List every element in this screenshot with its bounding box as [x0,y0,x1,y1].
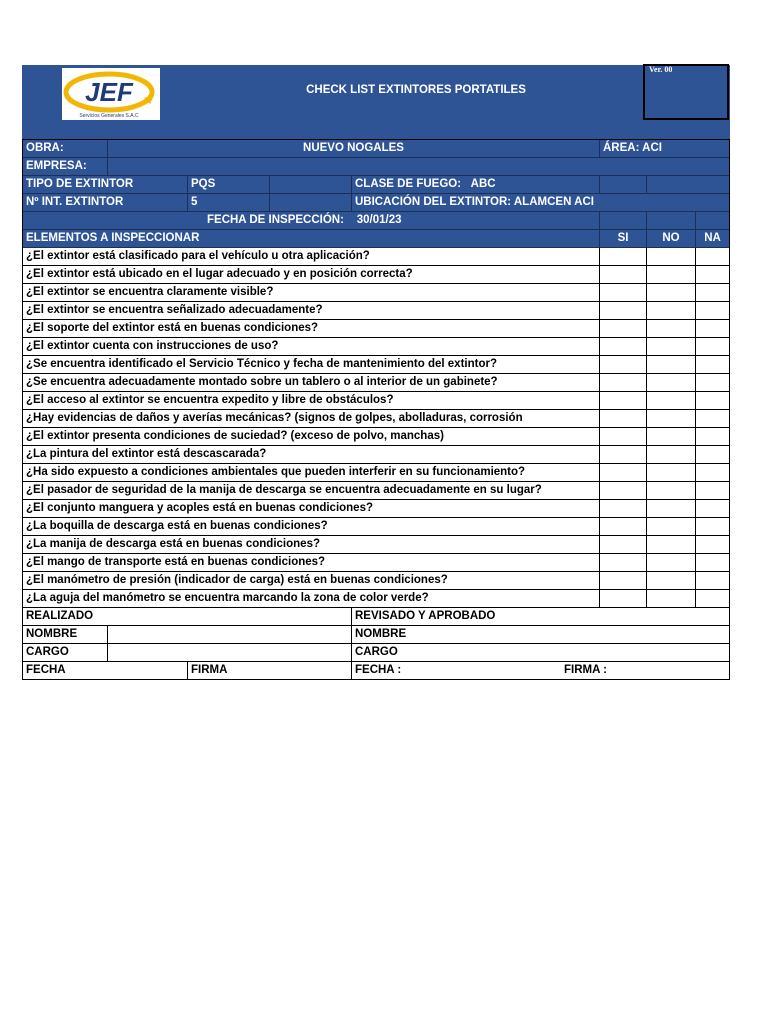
checklist-item-row [23,536,729,554]
empresa-label: EMPRESA: [26,160,87,172]
checklist-item-row [23,482,729,500]
document-title: CHECK LIST EXTINTORES PORTATILES [306,84,526,96]
checklist-no-cell[interactable] [646,248,695,265]
checklist-item-question: ¿La manija de descarga está en buenas condiciones? [26,538,320,550]
checklist-na-cell[interactable] [695,266,729,283]
checklist-no-cell[interactable] [646,536,695,553]
checklist-no-cell[interactable] [646,464,695,481]
checklist-na-cell[interactable] [695,284,729,301]
checklist-no-cell[interactable] [646,392,695,409]
tipo-extra [269,176,351,193]
checklist-si-cell[interactable] [599,374,646,391]
svg-text:JEF: JEF [85,77,133,107]
checklist-na-cell[interactable] [695,464,729,481]
checklist-si-cell[interactable] [599,590,646,607]
checklist-si-cell[interactable] [599,464,646,481]
fecha-firma-row [23,662,729,680]
checklist-item-row [23,464,729,482]
num-row [23,194,729,212]
checklist-na-cell[interactable] [695,374,729,391]
checklist-item-row [23,554,729,572]
fecha-label-left: FECHA [26,664,66,676]
checklist-item-question: ¿El conjunto manguera y acoples está en buenas condiciones? [26,502,373,514]
checklist-sheet [22,65,730,680]
checklist-item-row [23,446,729,464]
nombre-label-left: NOMBRE [26,628,78,640]
checklist-item-question: ¿El extintor está clasificado para el vehículo u otra aplicación? [26,250,370,262]
checklist-na-cell[interactable] [695,446,729,463]
fecha-label-right: FECHA : [351,662,561,679]
fecha-row [23,212,729,230]
clase-label: CLASE DE FUEGO: [355,178,462,190]
checklist-na-cell[interactable] [695,302,729,319]
num-value: 5 [187,194,269,211]
checklist-no-cell[interactable] [646,518,695,535]
num-label: Nº INT. EXTINTOR [26,196,124,208]
checklist-si-cell[interactable] [599,410,646,427]
checklist-item-row [23,356,729,374]
obra-value: NUEVO NOGALES [107,140,599,157]
checklist-item-row [23,590,729,608]
checklist-si-cell[interactable] [599,266,646,283]
checklist-item-row [23,374,729,392]
checklist-item-question: ¿El soporte del extintor está en buenas condiciones? [26,322,319,334]
nombre-label-right: NOMBRE [351,626,729,643]
checklist-item-question: ¿El extintor se encuentra claramente visible? [26,286,274,298]
checklist-item-row [23,518,729,536]
checklist-no-cell[interactable] [646,320,695,337]
clase-value: ABC [470,178,496,190]
checklist-si-cell[interactable] [599,446,646,463]
checklist-na-cell[interactable] [695,248,729,265]
realizado-label: REALIZADO [26,610,94,622]
checklist-na-cell[interactable] [695,554,729,571]
checklist-na-cell[interactable] [695,536,729,553]
checklist-no-cell[interactable] [646,554,695,571]
fecha-value: 30/01/23 [356,214,402,226]
version-box [643,64,729,120]
fecha-extra-2 [646,212,695,229]
checklist-na-cell[interactable] [695,428,729,445]
checklist-item-row [23,266,729,284]
checklist-si-cell[interactable] [599,338,646,355]
checklist-no-cell[interactable] [646,572,695,589]
checklist-na-cell[interactable] [695,410,729,427]
checklist-na-cell[interactable] [695,518,729,535]
checklist-si-cell[interactable] [599,320,646,337]
checklist-item-row [23,338,729,356]
cargo-row [23,644,729,662]
fecha-extra-1 [599,212,646,229]
checklist-item-question: ¿El extintor presenta condiciones de suciedad? (exceso de polvo, manchas) [26,430,444,442]
tipo-row [23,176,729,194]
tipo-value: PQS [187,176,269,193]
checklist-no-cell[interactable] [646,338,695,355]
checklist-si-cell[interactable] [599,482,646,499]
checklist-si-cell[interactable] [599,518,646,535]
version-label: Ver. 00 [649,65,673,74]
nombre-field-left[interactable] [107,626,351,643]
checklist-na-cell[interactable] [695,482,729,499]
ubicacion-value: UBICACIÓN DEL EXTINTOR: ALAMCEN ACI [351,194,729,211]
checklist-si-cell[interactable] [599,536,646,553]
fecha-label: FECHA DE INSPECCIÓN: [207,214,344,226]
checklist-item-row [23,392,729,410]
num-extra [269,194,351,211]
checklist-item-question: ¿Hay evidencias de daños y averías mecánicas? (signos de golpes, abolladuras, corrosión [26,412,523,424]
checklist-na-cell[interactable] [695,320,729,337]
checklist-si-cell[interactable] [599,500,646,517]
col-si-header: SI [599,230,646,247]
checklist-item-question: ¿La aguja del manómetro se encuentra marcando la zona de color verde? [26,592,429,604]
checklist-item-question: ¿El pasador de seguridad de la manija de descarga se encuentra adecuadamente en su lugar? [26,484,542,496]
jef-logo-icon [62,68,160,120]
checklist-item-row [23,572,729,590]
checklist-no-cell[interactable] [646,590,695,607]
checklist-item-question: ¿Ha sido expuesto a condiciones ambientales que pueden interferir en su funcionamiento? [26,466,526,478]
checklist-no-cell[interactable] [646,410,695,427]
cargo-label-left: CARGO [26,646,69,658]
checklist-item-question: ¿El mango de transporte está en buenas condiciones? [26,556,326,568]
document-header [22,65,730,139]
clase-extra-1 [599,176,646,193]
col-no-header: NO [646,230,695,247]
cargo-field-left[interactable] [107,644,351,661]
checklist-na-cell[interactable] [695,356,729,373]
checklist-items [22,248,730,608]
checklist-item-question: ¿El manómetro de presión (indicador de carga) está en buenas condiciones? [26,574,448,586]
fecha-cell [23,212,599,229]
checklist-item-row [23,320,729,338]
checklist-si-cell[interactable] [599,356,646,373]
info-block [22,139,730,248]
checklist-item-question: ¿El extintor está ubicado en el lugar adecuado y en posición correcta? [26,268,413,280]
nombre-row [23,626,729,644]
cargo-label-right: CARGO [351,644,729,661]
tipo-label: TIPO DE EXTINTOR [26,178,134,190]
checklist-na-cell[interactable] [695,392,729,409]
obra-label: OBRA: [26,142,64,154]
checklist-si-cell[interactable] [599,392,646,409]
empresa-row [23,158,729,176]
clase-cell [351,176,599,193]
checklist-no-cell[interactable] [646,266,695,283]
fecha-extra-3 [695,212,729,229]
checklist-no-cell[interactable] [646,374,695,391]
area-value: ÁREA: ACI [599,140,729,157]
checklist-na-cell[interactable] [695,500,729,517]
firma-label-right: FIRMA : [564,664,608,676]
col-na-header: NA [695,230,729,247]
checklist-header-label: ELEMENTOS A INSPECCIONAR [26,232,200,244]
checklist-si-cell[interactable] [599,554,646,571]
obra-row [23,140,729,158]
checklist-no-cell[interactable] [646,446,695,463]
checklist-si-cell[interactable] [599,428,646,445]
checklist-na-cell[interactable] [695,338,729,355]
svg-text:Servicios Generales S.A.C: Servicios Generales S.A.C [79,113,139,119]
checklist-no-cell[interactable] [646,356,695,373]
checklist-item-row [23,248,729,266]
checklist-item-question: ¿La pintura del extintor está descascarada? [26,448,267,460]
checklist-si-cell[interactable] [599,572,646,589]
checklist-no-cell[interactable] [646,284,695,301]
checklist-item-row [23,284,729,302]
signature-block [22,608,730,680]
checklist-si-cell[interactable] [599,302,646,319]
empresa-value [107,158,729,175]
checklist-item-row [23,500,729,518]
checklist-item-row [23,428,729,446]
checklist-si-cell[interactable] [599,248,646,265]
checklist-header-row [23,230,729,248]
checklist-item-row [23,302,729,320]
checklist-item-question: ¿El acceso al extintor se encuentra expedito y libre de obstáculos? [26,394,394,406]
checklist-item-question: ¿El extintor se encuentra señalizado adecuadamente? [26,304,323,316]
checklist-no-cell[interactable] [646,500,695,517]
clase-extra-2 [646,176,729,193]
checklist-item-row [23,410,729,428]
checklist-na-cell[interactable] [695,572,729,589]
checklist-no-cell[interactable] [646,428,695,445]
checklist-item-question: ¿El extintor cuenta con instrucciones de uso? [26,340,279,352]
checklist-item-question: ¿Se encuentra adecuadamente montado sobre un tablero o al interior de un gabinete? [26,376,498,388]
revisado-label: REVISADO Y APROBADO [351,608,729,625]
signature-header-row [23,608,729,626]
checklist-si-cell[interactable] [599,284,646,301]
company-logo [62,68,160,120]
checklist-item-question: ¿Se encuentra identificado el Servicio Técnico y fecha de mantenimiento del extintor? [26,358,497,370]
firma-label-left: FIRMA [187,662,351,679]
checklist-na-cell[interactable] [695,590,729,607]
checklist-no-cell[interactable] [646,302,695,319]
checklist-item-question: ¿La boquilla de descarga está en buenas condiciones? [26,520,328,532]
checklist-no-cell[interactable] [646,482,695,499]
